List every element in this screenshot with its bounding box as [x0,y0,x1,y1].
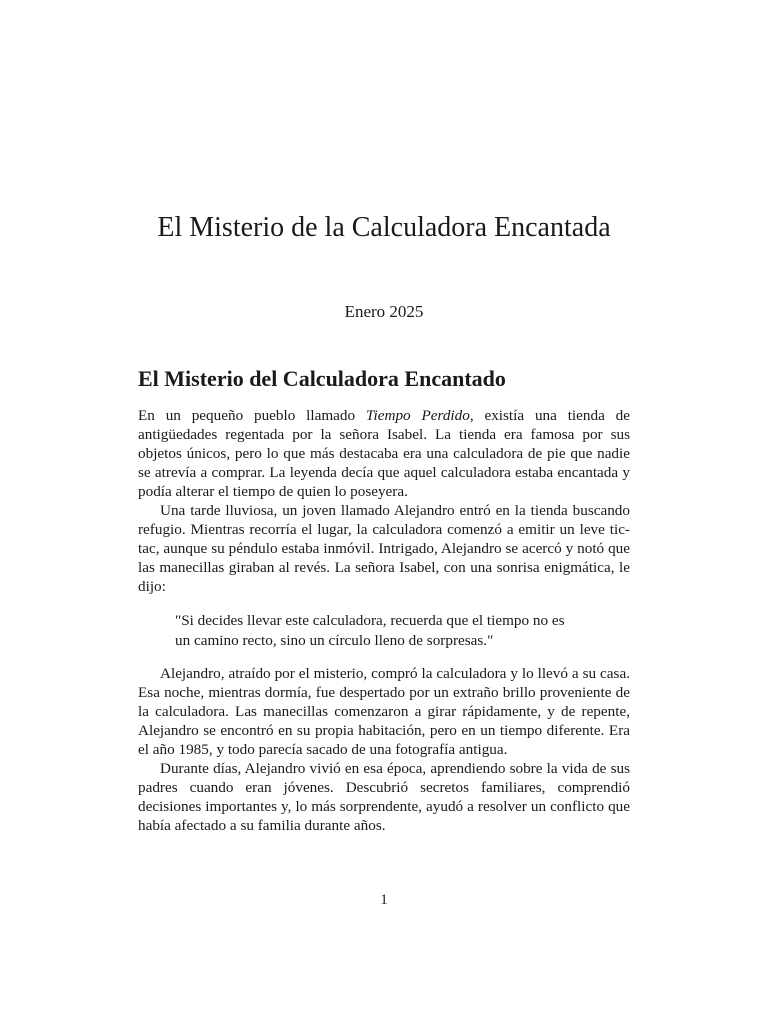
document-date: Enero 2025 [344,302,424,321]
paragraph-3: Alejandro, atraído por el misterio, compró la calculadora y lo llevó a su casa. Esa noche, mientras dormía, fue despertado por un extraño brillo proveniente de la calculadora. Las manecillas comenzaron a girar rápidamente, y de repente, Alejandro se encontró en su propia habitación, pero en un tiempo diferente. Era el año 1985, y todo parecía sacado de una fotografía antigua. [138,665,630,758]
paragraph-1-start: En un pequeño pueblo llamado [138,407,366,424]
paragraph-4: Durante días, Alejandro vivió en esa época, aprendiendo sobre la vida de sus padres cuando eran jóvenes. Descubrió secretos familiares, comprendió decisiones importantes y, lo más sorprendente, ayudó a resolver un conflicto que había afectado a su familia durante años. [138,760,630,834]
body-text-block-2 [138,664,630,835]
block-quote [175,611,615,651]
paragraph-2: Una tarde lluviosa, un joven llamado Alejandro entró en la tienda buscando refugio. Mientras recorría el lugar, la calculadora comenzó a emitir un leve tic-tac, aunque su péndulo estaba inmóvil. Intrigado, Alejandro se acercó y notó que las manecillas giraban al revés. La señora Isabel, con una sonrisa enigmática, le dijo: [138,502,630,595]
paragraph-1-rest: , existía una tienda de antigüedades regentada por la señora Isabel. La tienda era famosa por sus objetos únicos, pero lo que más destacaba era una calculadora de pie que nadie se atrevía a comprar. La leyenda decía que aquel calculadora estaba encantada y podía alterar el tiempo de quien lo poseyera. [138,407,630,500]
document-title: El Misterio de la Calculadora Encantada [157,212,611,243]
paragraph-1-italic-place-name: Tiempo Perdido [365,407,470,424]
body-text-block-1 [138,406,630,596]
quote-line-2: un camino recto, sino un círculo lleno de sorpresas." [175,632,494,649]
section-heading: El Misterio del Calculadora Encantado [138,366,506,391]
quote-line-1: "Si decides llevar este calculadora, recuerda que el tiempo no es [175,612,565,629]
paragraph-1 [138,406,630,501]
page-number: 1 [380,892,388,908]
